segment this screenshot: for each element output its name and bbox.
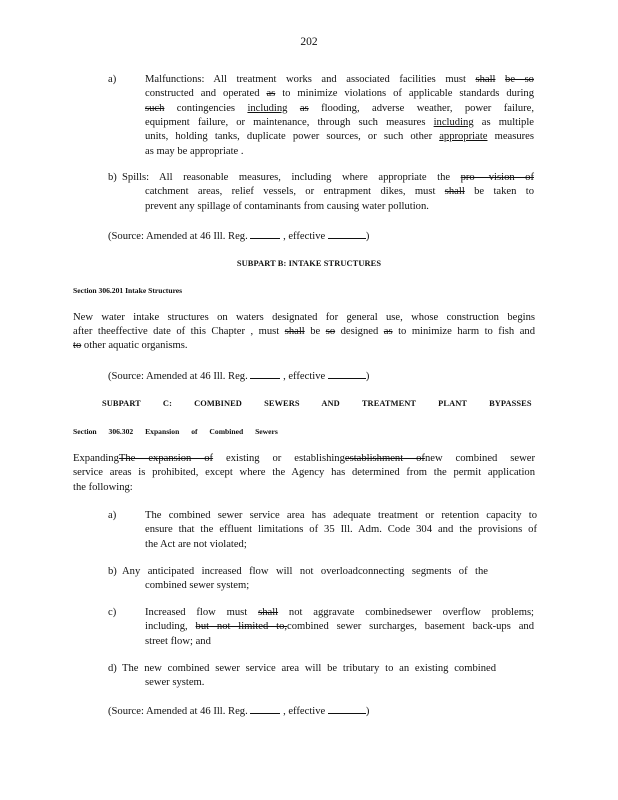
text-run: be <box>304 325 326 337</box>
source-note-suffix: ) <box>365 371 370 382</box>
blank-effective-date <box>328 368 366 379</box>
text-run: to minimize violations of applicable standards during <box>275 88 534 100</box>
text-run: equipment failure, or maintenance, through such measures <box>145 116 434 128</box>
text-line <box>145 606 534 619</box>
blank-reg-number <box>250 228 280 239</box>
text-run: contingencies <box>164 102 248 114</box>
text-run: the following: <box>73 481 133 493</box>
text-run: flooding, adverse weather, power failure, <box>308 102 535 114</box>
text-run: The combined sewer service area has adequate treatment or retention capacity to <box>145 510 537 521</box>
deleted-text: such <box>145 102 165 114</box>
deleted-text: pro- vision of <box>460 172 534 183</box>
text-line <box>145 130 534 143</box>
text-line <box>122 565 488 578</box>
item-label-b-overload: b) <box>108 566 117 577</box>
page-number: 202 <box>300 36 318 48</box>
source-note-prefix: (Source: Amended at 46 Ill. Reg. <box>108 371 248 382</box>
inserted-text: including <box>433 116 474 128</box>
source-note-prefix: (Source: Amended at 46 Ill. Reg. <box>108 231 248 242</box>
text-line <box>73 481 133 494</box>
text-run <box>287 103 299 114</box>
section-306-302-heading: Section 306.302 Expansion of Combined Sewers <box>73 427 278 436</box>
deleted-text: so <box>325 325 336 337</box>
text-run: existing or establishing <box>213 453 345 464</box>
text-run: constructed and operated <box>145 88 267 100</box>
text-run: measures <box>487 131 534 143</box>
item-label-d-tributary: d) <box>108 663 117 674</box>
text-line <box>73 311 535 324</box>
text-line <box>145 635 211 648</box>
subpart-b-heading: SUBPART B: INTAKE STRUCTURES <box>236 259 382 268</box>
text-run: The new combined sewer service area will be tributary to an existing combined <box>122 663 496 674</box>
text-run: not aggravate combinedsewer overflow problems; <box>278 607 535 618</box>
deleted-text: as <box>299 102 309 114</box>
source-note-middle: , effective <box>283 706 326 717</box>
text-line <box>145 87 534 100</box>
deleted-text: as <box>383 325 393 337</box>
text-line <box>73 325 535 338</box>
source-note-middle: , effective <box>283 231 326 242</box>
text-run: sewer system. <box>145 677 205 689</box>
text-line <box>145 523 537 536</box>
text-run: as may be appropriate . <box>145 145 244 157</box>
deleted-text: shall <box>475 74 496 85</box>
text-run: Any anticipated increased flow will not overloadconnecting segments of the <box>122 566 488 577</box>
deleted-text: be so <box>505 74 534 85</box>
text-run: after theeffective date of this Chapter , must <box>73 325 285 337</box>
text-run: ensure that the effluent limitations of 35 Ill. Adm. Code 304 and the provisions of <box>145 524 537 536</box>
text-run: New water intake structures on waters designated for general use, whose construction begins <box>73 312 535 323</box>
text-line <box>122 171 534 184</box>
text-line <box>145 116 534 129</box>
source-note-1 <box>108 228 369 243</box>
deleted-text: but not limited to, <box>195 621 288 633</box>
text-run: including, <box>145 621 196 633</box>
text-run: be taken to <box>464 186 534 198</box>
text-run: as multiple <box>473 116 535 128</box>
text-run: combined sewer system; <box>145 580 250 592</box>
item-label-a-capacity: a) <box>108 510 117 521</box>
text-line <box>145 102 534 115</box>
text-line <box>145 579 249 592</box>
source-note-prefix: (Source: Amended at 46 Ill. Reg. <box>108 706 248 717</box>
blank-effective-date <box>328 703 366 714</box>
source-note-suffix: ) <box>365 706 370 717</box>
text-run <box>495 74 505 85</box>
text-line <box>145 676 204 689</box>
text-run: catchment areas, relief vessels, or entrapment dikes, must <box>145 186 445 198</box>
text-line <box>145 200 429 213</box>
text-run: Spills: All reasonable measures, including where appropriate the <box>122 172 461 183</box>
text-run: combined sewer surcharges, basement back-ups and <box>287 621 534 633</box>
item-label-b-spills: b) <box>108 172 117 183</box>
text-run: Expanding <box>73 453 119 464</box>
text-run: prevent any spillage of contaminants from causing water pollution. <box>145 200 429 212</box>
text-run: service areas is prohibited, except where the Agency has determined from the permit application <box>73 467 535 479</box>
inserted-text: appropriate <box>439 131 488 143</box>
text-run: designed <box>335 325 384 337</box>
deleted-text: The expansion of <box>118 453 214 464</box>
deleted-text: to <box>73 339 82 351</box>
text-line <box>145 509 537 522</box>
source-note-middle: , effective <box>283 371 326 382</box>
text-line <box>145 538 247 551</box>
text-line <box>145 73 534 86</box>
text-run: All treatment works and associated facilities must <box>204 74 476 85</box>
subpart-c-heading: SUBPART C: COMBINED SEWERS AND TREATMENT PLANT BYPASSES <box>102 399 532 408</box>
deleted-text: shall <box>258 607 279 618</box>
deleted-text: shall <box>444 186 465 198</box>
text-line <box>73 466 535 479</box>
item-label-c-overflow: c) <box>108 607 117 618</box>
text-run: units, holding tanks, duplicate power sources, or such other <box>145 131 440 143</box>
blank-effective-date <box>328 228 366 239</box>
text-line <box>145 185 534 198</box>
section-306-201-heading: Section 306.201 Intake Structures <box>73 286 183 295</box>
text-run: Increased flow must <box>145 607 259 618</box>
text-run: new combined sewer <box>424 453 535 464</box>
deleted-text: establishment of <box>344 453 425 464</box>
text-line <box>73 339 188 352</box>
blank-reg-number <box>250 368 280 379</box>
source-note-2 <box>108 368 369 383</box>
text-run: to minimize harm to fish and <box>392 325 535 337</box>
text-run: Malfunctions: <box>145 74 205 85</box>
text-line <box>145 620 534 633</box>
deleted-text: as <box>266 88 276 100</box>
source-note-3 <box>108 703 369 718</box>
text-line <box>145 145 244 158</box>
blank-reg-number <box>250 703 280 714</box>
text-run: the Act are not violated; <box>145 538 247 550</box>
text-run: street flow; and <box>145 635 211 647</box>
text-line <box>122 662 496 675</box>
inserted-text: including <box>247 102 288 114</box>
source-note-suffix: ) <box>365 231 370 242</box>
text-run: other aquatic organisms. <box>81 339 188 351</box>
item-label-a-malfunctions: a) <box>108 74 117 85</box>
text-line <box>73 452 535 465</box>
deleted-text: shall <box>284 325 305 337</box>
